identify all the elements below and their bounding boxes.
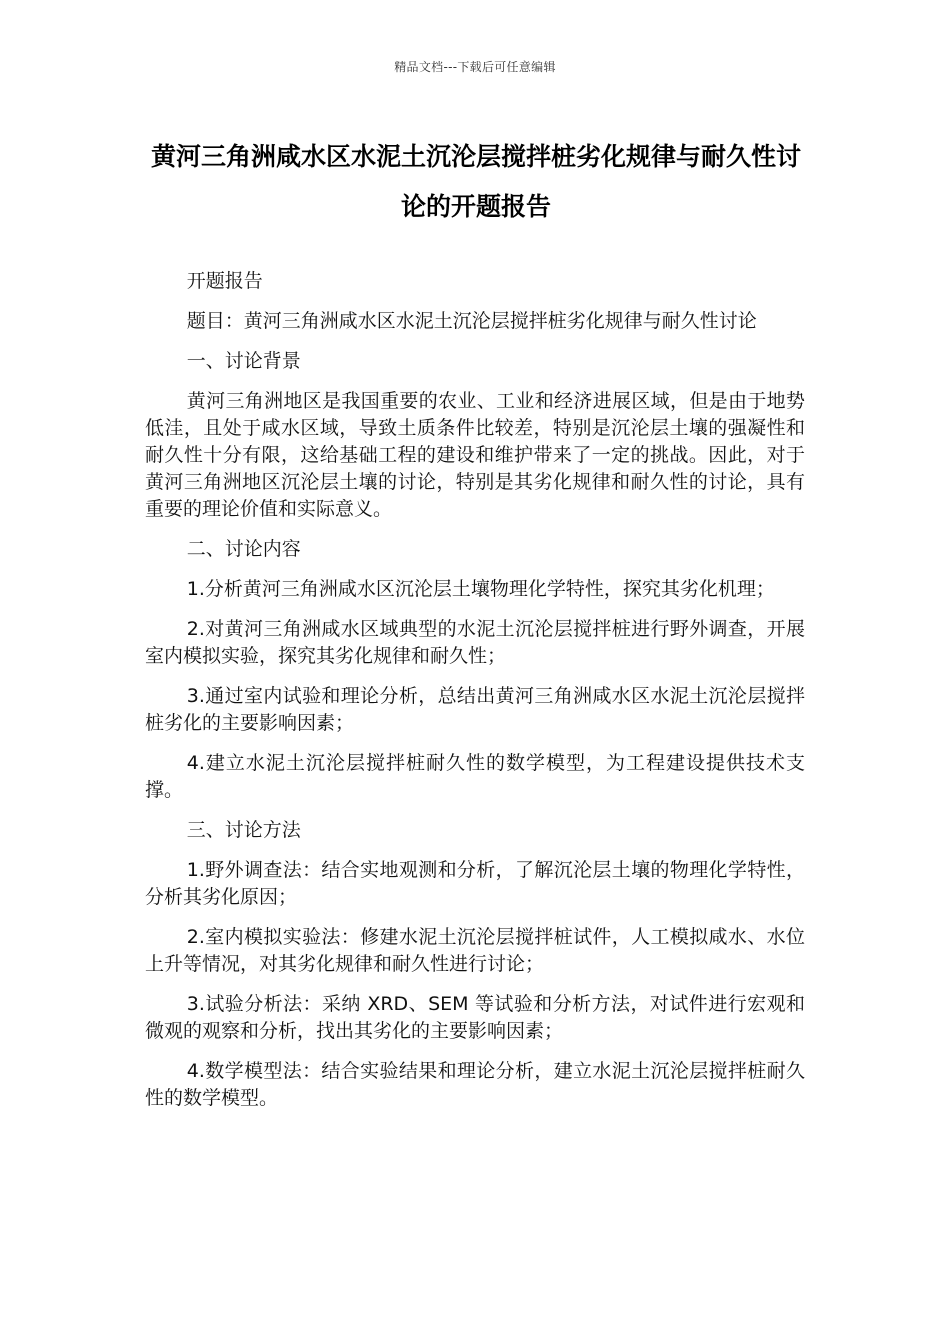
method-item-1: 1.野外调查法：结合实地观测和分析，了解沉沦层土壤的物理化学特性，分析其劣化原因；	[145, 859, 805, 908]
paragraph-report-label: 开题报告	[186, 270, 263, 292]
header-note: 精品文档---下载后可任意编辑	[394, 60, 556, 74]
document-body	[145, 268, 805, 1125]
method-item-2: 2.室内模拟实验法：修建水泥土沉沦层搅拌桩试件，人工模拟咸水、水位上升等情况，对其劣化规律和耐久性进行讨论；	[145, 926, 805, 975]
content-item-2: 2.对黄河三角洲咸水区域典型的水泥土沉沦层搅拌桩进行野外调查，开展室内模拟实验，探究其劣化规律和耐久性；	[145, 618, 805, 667]
section-heading-content: 二、讨论内容	[186, 538, 301, 560]
content-item-4: 4.建立水泥土沉沦层搅拌桩耐久性的数学模型，为工程建设提供技术支撑。	[145, 752, 805, 801]
content-item-1: 1.分析黄河三角洲咸水区沉沦层土壤物理化学特性，探究其劣化机理；	[186, 578, 775, 600]
method-item-4: 4.数学模型法：结合实验结果和理论分析，建立水泥土沉沦层搅拌桩耐久性的数学模型。	[145, 1060, 805, 1109]
content-item-3: 3.通过室内试验和理论分析，总结出黄河三角洲咸水区水泥土沉沦层搅拌桩劣化的主要影响因素；	[145, 685, 805, 734]
paragraph-topic: 题目：黄河三角洲咸水区水泥土沉沦层搅拌桩劣化规律与耐久性讨论	[186, 310, 757, 332]
document-title: 黄河三角洲咸水区水泥土沉沦层搅拌桩劣化规律与耐久性讨论的开题报告	[150, 142, 801, 221]
section-heading-methods: 三、讨论方法	[186, 819, 301, 841]
paragraph-background: 黄河三角洲地区是我国重要的农业、工业和经济进展区域，但是由于地势低洼，且处于咸水区域，导致土质条件比较差，特别是沉沦层土壤的强凝性和耐久性十分有限，这给基础工程的建设和维护带来了一定的挑战。因此，对于黄河三角洲地区沉沦层土壤的讨论，特别是其劣化规律和耐久性的讨论，具有重要的理论价值和实际意义。	[145, 390, 805, 520]
section-heading-background: 一、讨论背景	[186, 350, 301, 372]
method-item-3: 3.试验分析法：采纳 XRD、SEM 等试验和分析方法，对试件进行宏观和微观的观察和分析，找出其劣化的主要影响因素；	[145, 993, 805, 1042]
